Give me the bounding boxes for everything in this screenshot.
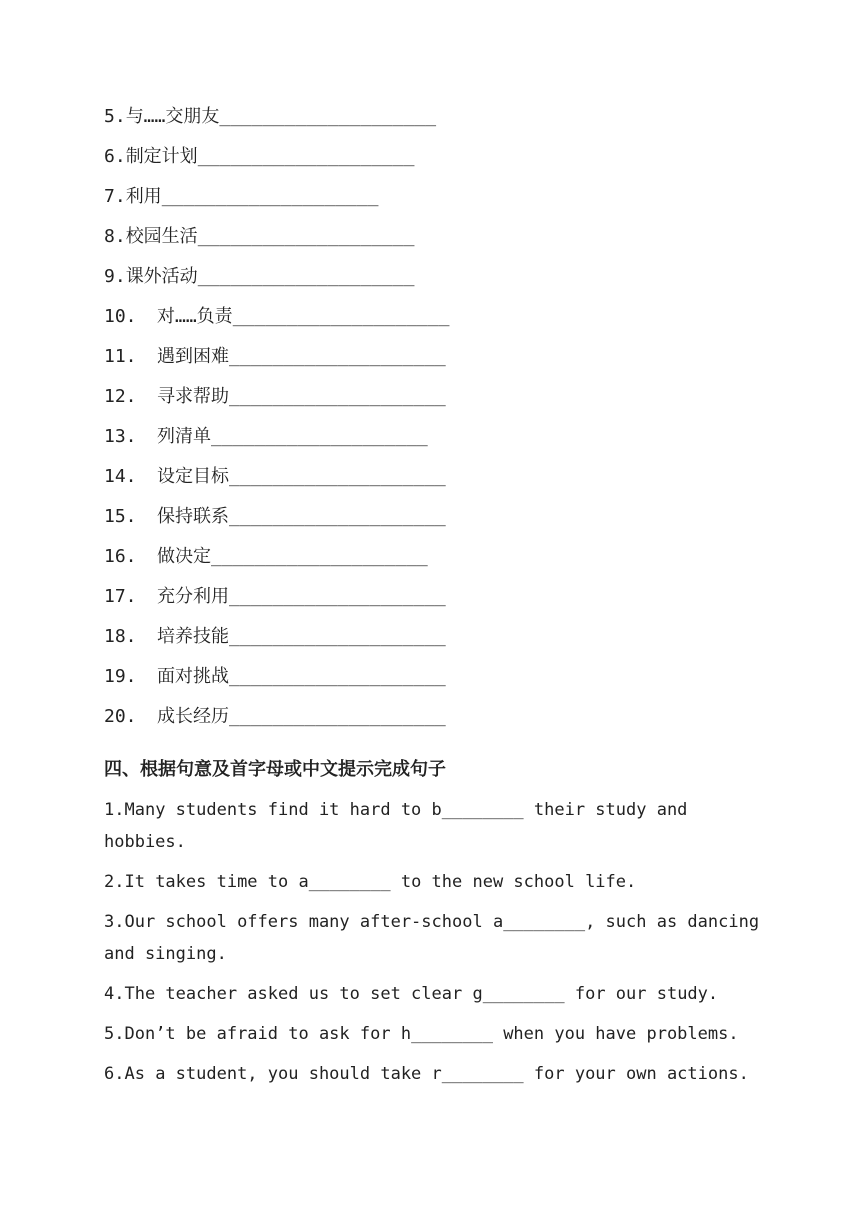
- item-number: 6.: [104, 146, 126, 167]
- answer-blank[interactable]: ____________________: [229, 666, 446, 687]
- item-number: 5.: [104, 106, 126, 127]
- item-number: 20.: [104, 706, 137, 727]
- answer-blank[interactable]: ________: [482, 984, 565, 1004]
- answer-blank[interactable]: ________: [503, 912, 586, 932]
- item-number: 8.: [104, 226, 126, 247]
- phrase-text: 保持联系: [157, 506, 229, 527]
- sentence-text-before: The teacher asked us to set clear g: [124, 984, 483, 1004]
- sentence-text-after: their study and hobbies.: [104, 800, 688, 852]
- sentence-text-before: Many students find it hard to b: [124, 800, 442, 820]
- phrase-text: 利用: [125, 186, 162, 207]
- phrase-text: 面对挑战: [157, 666, 229, 687]
- sentence-item: [104, 1058, 764, 1090]
- phrase-item: [104, 506, 446, 528]
- answer-blank[interactable]: ____________________: [229, 466, 446, 487]
- phrase-item: [104, 226, 414, 248]
- phrase-text: 培养技能: [157, 626, 229, 647]
- sentence-item: [104, 1018, 764, 1050]
- phrase-text: 课外活动: [125, 266, 198, 287]
- phrase-text: 对……负责: [157, 306, 233, 327]
- item-number: 16.: [104, 546, 137, 567]
- phrase-item: [104, 346, 446, 368]
- answer-blank[interactable]: ____________________: [229, 626, 446, 647]
- sentence-item: [104, 906, 764, 970]
- answer-blank[interactable]: ____________________: [232, 306, 450, 327]
- phrase-item: [104, 706, 446, 728]
- item-number: 5.: [104, 1024, 125, 1044]
- sentence-item: [104, 978, 764, 1010]
- sentence-text-before: It takes time to a: [124, 872, 309, 892]
- sentence-item: [104, 866, 764, 898]
- item-number: 7.: [104, 186, 126, 207]
- item-number: 14.: [104, 466, 137, 487]
- answer-blank[interactable]: ____________________: [211, 546, 428, 567]
- phrase-text: 成长经历: [157, 706, 229, 727]
- answer-blank[interactable]: ____________________: [229, 706, 446, 727]
- phrase-item: [104, 146, 414, 168]
- item-number: 6.: [104, 1064, 125, 1084]
- phrase-item: [104, 186, 378, 208]
- answer-blank[interactable]: ____________________: [229, 386, 446, 407]
- phrase-item: [104, 266, 414, 288]
- phrase-text: 校园生活: [125, 226, 198, 247]
- answer-blank[interactable]: ____________________: [161, 186, 379, 207]
- answer-blank[interactable]: ________: [441, 1064, 524, 1084]
- item-number: 17.: [104, 586, 137, 607]
- answer-blank[interactable]: ________: [441, 800, 524, 820]
- answer-blank[interactable]: ________: [308, 872, 391, 892]
- answer-blank[interactable]: ________: [411, 1024, 493, 1044]
- item-number: 15.: [104, 506, 137, 527]
- item-number: 13.: [104, 426, 137, 447]
- sentence-item: [104, 794, 764, 858]
- phrase-text: 列清单: [157, 426, 211, 447]
- sentence-text-after: , such as dancing and singing.: [104, 912, 760, 964]
- phrase-item: [104, 666, 446, 688]
- item-number: 18.: [104, 626, 137, 647]
- item-number: 19.: [104, 666, 137, 687]
- sentence-text-before: Don’t be afraid to ask for h: [124, 1024, 412, 1044]
- item-number: 11.: [104, 346, 137, 367]
- answer-blank[interactable]: ____________________: [219, 106, 437, 127]
- sentence-text-after: when you have problems.: [492, 1024, 739, 1044]
- phrase-text: 与……交朋友: [125, 106, 220, 127]
- phrase-item: [104, 626, 446, 648]
- item-number: 4.: [104, 984, 125, 1004]
- phrase-text: 遇到困难: [157, 346, 229, 367]
- phrase-item: [104, 386, 446, 408]
- phrase-item: [104, 546, 428, 568]
- phrase-text: 做决定: [157, 546, 211, 567]
- phrase-item: [104, 586, 446, 608]
- item-number: 1.: [104, 800, 125, 820]
- sentence-text-before: Our school offers many after-school a: [124, 912, 504, 932]
- phrase-item: [104, 466, 446, 488]
- item-number: 12.: [104, 386, 137, 407]
- item-number: 10.: [104, 306, 137, 327]
- answer-blank[interactable]: ____________________: [197, 266, 415, 287]
- phrase-text: 充分利用: [157, 586, 229, 607]
- section-title: 四、根据句意及首字母或中文提示完成句子: [104, 759, 446, 780]
- answer-blank[interactable]: ____________________: [229, 346, 446, 367]
- sentence-text-after: for your own actions.: [523, 1064, 749, 1084]
- item-number: 9.: [104, 266, 126, 287]
- phrase-text: 制定计划: [125, 146, 198, 167]
- phrase-item: [104, 306, 449, 328]
- sentence-text-after: for our study.: [564, 984, 719, 1004]
- phrase-text: 设定目标: [157, 466, 229, 487]
- phrase-text: 寻求帮助: [157, 386, 229, 407]
- phrase-item: [104, 426, 428, 448]
- answer-blank[interactable]: ____________________: [197, 226, 415, 247]
- answer-blank[interactable]: ____________________: [229, 586, 446, 607]
- sentence-text-after: to the new school life.: [390, 872, 637, 892]
- sentence-text-before: As a student, you should take r: [124, 1064, 442, 1084]
- phrase-item: [104, 106, 436, 128]
- answer-blank[interactable]: ____________________: [229, 506, 446, 527]
- answer-blank[interactable]: ____________________: [211, 426, 428, 447]
- item-number: 2.: [104, 872, 125, 892]
- answer-blank[interactable]: ____________________: [197, 146, 415, 167]
- item-number: 3.: [104, 912, 125, 932]
